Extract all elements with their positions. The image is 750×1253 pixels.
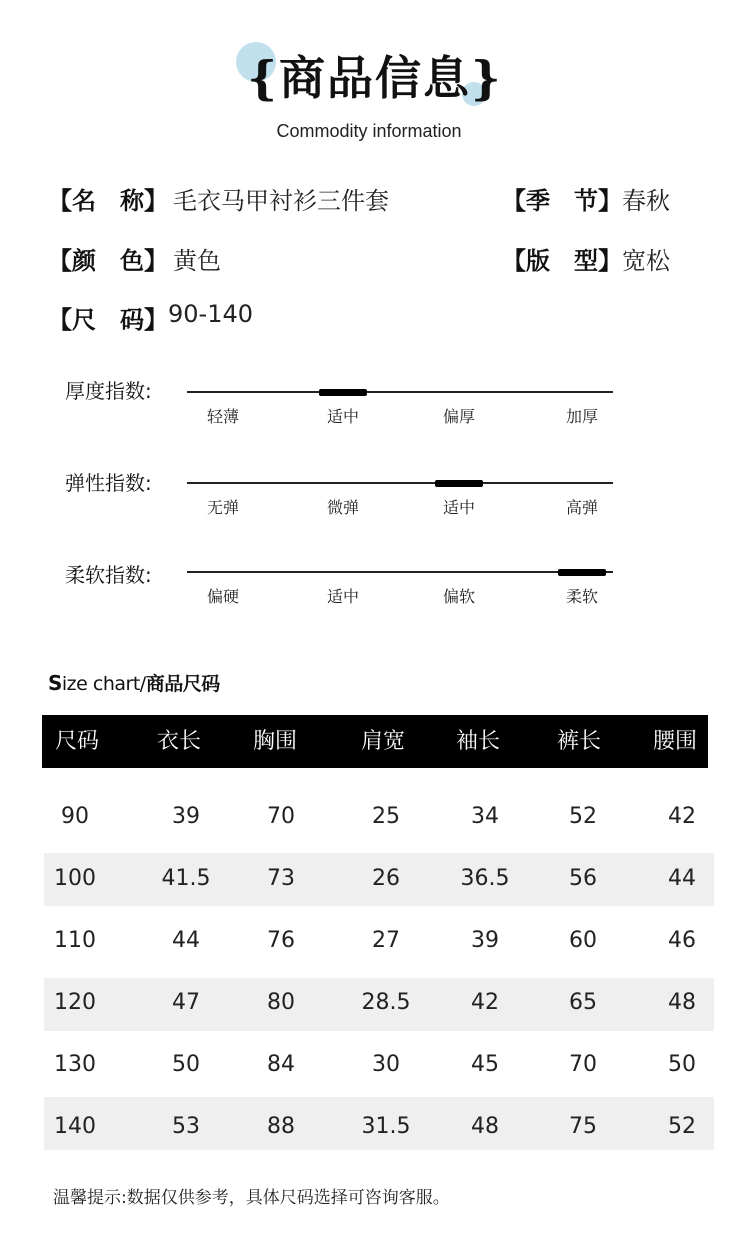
index-track-elasticity <box>187 482 613 484</box>
info-value-size: 90-140 <box>168 300 254 328</box>
info-label-color: 【颜 色】 <box>48 247 168 275</box>
index-marker-elasticity <box>435 480 483 487</box>
index-option: 轻薄 <box>206 407 239 426</box>
size-chart-heading-en: ize chart/ <box>61 673 146 695</box>
index-option: 微弹 <box>326 498 359 517</box>
size-table-header-cell: 腰围 <box>653 729 698 754</box>
table-cell: 36.5 <box>460 866 510 891</box>
index-label-thickness: 厚度指数: <box>65 379 152 403</box>
table-cell: 70 <box>569 1052 597 1077</box>
table-cell: 50 <box>172 1052 200 1077</box>
table-cell: 39 <box>471 928 499 953</box>
table-cell: 73 <box>267 866 295 891</box>
info-label-fit: 【版 型】 <box>502 247 622 275</box>
index-option: 适中 <box>326 407 359 426</box>
table-cell: 39 <box>172 804 200 829</box>
table-cell: 44 <box>172 928 200 953</box>
table-cell: 130 <box>54 1052 96 1077</box>
table-cell: 30 <box>372 1052 400 1077</box>
page-title: {商品信息} <box>247 51 503 105</box>
index-option: 柔软 <box>565 587 598 606</box>
table-cell: 46 <box>668 928 696 953</box>
table-cell: 34 <box>471 804 499 829</box>
index-option: 加厚 <box>565 407 598 426</box>
size-table-header-cell: 裤长 <box>557 729 602 754</box>
table-cell: 41.5 <box>161 866 211 891</box>
index-label-elasticity: 弹性指数: <box>65 471 152 495</box>
table-cell: 26 <box>372 866 400 891</box>
index-marker-softness <box>558 569 606 576</box>
table-cell: 56 <box>569 866 597 891</box>
table-cell: 75 <box>569 1114 597 1139</box>
size-table-header-cell: 衣长 <box>157 729 202 754</box>
size-table-header-cell: 肩宽 <box>361 729 406 754</box>
table-cell: 42 <box>471 990 499 1015</box>
index-marker-thickness <box>319 389 367 396</box>
table-cell: 47 <box>172 990 200 1015</box>
table-cell: 48 <box>668 990 696 1015</box>
table-cell: 80 <box>267 990 295 1015</box>
table-cell: 76 <box>267 928 295 953</box>
size-table-header <box>42 715 708 768</box>
index-option: 无弹 <box>206 498 239 517</box>
index-track-softness <box>187 571 613 573</box>
index-option: 适中 <box>442 498 475 517</box>
index-option: 高弹 <box>565 498 598 517</box>
table-cell: 42 <box>668 804 696 829</box>
info-value-name: 毛衣马甲衬衫三件套 <box>173 187 389 215</box>
info-value-season: 春秋 <box>622 187 670 215</box>
table-cell: 90 <box>61 804 89 829</box>
size-table-header-cell: 袖长 <box>456 729 501 754</box>
size-table-header-cell: 胸围 <box>253 729 298 754</box>
table-cell: 70 <box>267 804 295 829</box>
table-cell: 52 <box>569 804 597 829</box>
index-label-softness: 柔软指数: <box>65 563 152 587</box>
index-track-thickness <box>187 391 613 393</box>
table-cell: 65 <box>569 990 597 1015</box>
table-cell: 140 <box>54 1114 96 1139</box>
info-label-season: 【季 节】 <box>502 187 622 215</box>
table-cell: 88 <box>267 1114 295 1139</box>
page-subtitle: Commodity information <box>276 121 462 141</box>
table-cell: 48 <box>471 1114 499 1139</box>
info-label-name: 【名 称】 <box>48 187 168 215</box>
index-option: 偏厚 <box>442 407 475 426</box>
info-label-size: 【尺 码】 <box>48 306 168 334</box>
index-option: 适中 <box>326 587 359 606</box>
table-cell: 25 <box>372 804 400 829</box>
info-value-color: 黄色 <box>173 247 221 275</box>
table-cell: 31.5 <box>361 1114 411 1139</box>
size-chart-heading-s: S <box>48 671 62 695</box>
index-option: 偏软 <box>442 587 475 606</box>
table-cell: 100 <box>54 866 96 891</box>
size-chart-heading-cn: 商品尺码 <box>145 673 220 695</box>
table-cell: 110 <box>54 928 96 953</box>
table-cell: 45 <box>471 1052 499 1077</box>
table-cell: 50 <box>668 1052 696 1077</box>
size-chart-heading <box>48 669 220 696</box>
index-option: 偏硬 <box>206 587 239 606</box>
table-cell: 120 <box>54 990 96 1015</box>
table-cell: 84 <box>267 1052 295 1077</box>
table-cell: 28.5 <box>361 990 411 1015</box>
table-cell: 60 <box>569 928 597 953</box>
size-table-header-cell: 尺码 <box>55 729 100 754</box>
table-cell: 52 <box>668 1114 696 1139</box>
table-cell: 27 <box>372 928 400 953</box>
table-cell: 53 <box>172 1114 200 1139</box>
table-cell: 44 <box>668 866 696 891</box>
info-value-fit: 宽松 <box>622 247 670 275</box>
footer-note: 温馨提示:数据仅供参考，具体尺码选择可咨询客服。 <box>53 1188 450 1208</box>
